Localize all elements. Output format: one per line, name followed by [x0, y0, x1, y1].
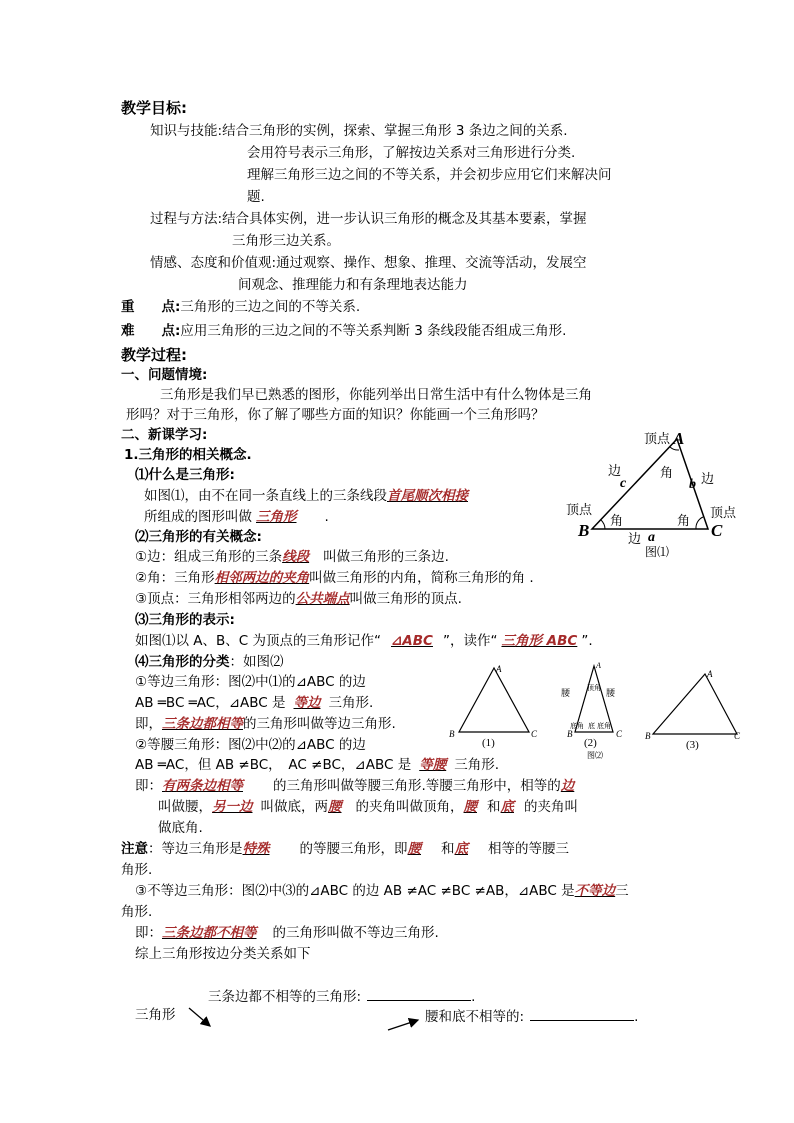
vertex-c-label: 顶点	[710, 505, 737, 520]
key-point: 重 点:三角形的三边之间的不等关系.	[121, 299, 361, 315]
sc-vertex-c: C	[734, 731, 741, 741]
objectives-heading: 教学目标:	[121, 99, 187, 117]
angle-b: 角	[610, 513, 624, 528]
eq-vertex-a: A	[496, 664, 502, 674]
difficult-point: 难 点:应用三角形的三边之间的不等关系判断 3 条线段能否组成三角形.	[121, 323, 567, 339]
caption-1: (1)	[482, 737, 495, 749]
caption-3: (3)	[686, 739, 699, 751]
note-line-1: 注意：等边三角形是特殊 的等腰三角形，即腰 和底 相等的等腰三	[121, 841, 569, 857]
knowledge-line-1: 知识与技能:结合三角形的实例，探索、掌握三角形 3 条边之间的关系.	[150, 123, 568, 139]
sc-vertex-b: B	[645, 731, 651, 741]
notation-line: 如图⑴以 A、B、C 为顶点的三角形记作“ ⊿ABC ”，读作“ 三角形 ABC ”.	[135, 633, 593, 649]
concepts-heading: 1.三角形的相关概念.	[124, 447, 252, 463]
isosceles-definition: 即：有两条边相等 的三角形叫做等腰三角形.等腰三角形中，相等的边	[135, 778, 575, 794]
equilateral-definition: 即，三条边都相等的三角形叫做等边三角形.	[135, 716, 396, 732]
vertex-c: C	[711, 521, 723, 540]
base-label: 底	[588, 722, 595, 730]
section-2-heading: 二、新课学习:	[121, 427, 208, 443]
base-angle-left: 底角	[570, 722, 584, 730]
side-b: b	[689, 477, 696, 492]
angle-a: 角	[660, 465, 674, 480]
sc-vertex-a: A	[707, 669, 713, 679]
iso-vertex-b: B	[567, 729, 573, 739]
side-a: a	[648, 530, 655, 545]
angle-c: 角	[677, 513, 691, 528]
concept-vertex: ③顶点：三角形相邻两边的公共端点叫做三角形的顶点.	[135, 591, 462, 607]
classification-heading: ⑷三角形的分类：如图⑵	[135, 654, 284, 670]
definition-line-2: 所组成的图形叫做 三角形 .	[144, 509, 329, 525]
iso-vertex-c: C	[616, 729, 623, 739]
vertex-label: 顶点	[644, 431, 671, 446]
concept-side: ①边：组成三角形的三条线段 叫做三角形的三条边.	[135, 549, 449, 565]
concept-angle: ②角：三角形相邻两边的夹角叫做三角形的内角，简称三角形的角 .	[135, 570, 534, 586]
arrow-down-right	[189, 1008, 210, 1026]
equilateral-line-2: AB ═BC ═AC，⊿ABC 是 等边 三角形.	[135, 695, 374, 711]
base-angle-right: 底角	[597, 722, 611, 730]
isosceles-terms: 叫做腰，另一边 叫做底，两腰 的夹角叫做顶角，腰 和底 的夹角叫	[158, 799, 578, 815]
isosceles-line-1: ②等腰三角形：图⑵中⑵的⊿ABC 的边	[135, 737, 366, 753]
leg-left: 腰	[561, 688, 571, 698]
tree-scalene: 三条边都不相等的三角形: .	[208, 986, 475, 1006]
figure-2-triangles	[445, 660, 745, 770]
figure-1-triangle	[560, 425, 750, 565]
iso-vertex-a: A	[596, 661, 601, 670]
what-is-triangle: ⑴什么是三角形:	[135, 467, 235, 483]
vertex-b: B	[578, 521, 590, 540]
side-a-word: 边	[628, 531, 642, 546]
figure-1-caption: 图⑴	[645, 545, 670, 559]
leg-right: 腰	[606, 688, 616, 698]
tree-arrows	[180, 1000, 440, 1040]
side-b-word: 边	[701, 471, 715, 486]
notation-heading: ⑶三角形的表示:	[135, 612, 235, 628]
process-line-1: 过程与方法:结合具体实例，进一步认识三角形的概念及其基本要素，掌握	[150, 211, 587, 227]
emotion-line-2: 间观念、推理能力和有条理地表达能力	[238, 277, 468, 293]
scalene-triangle	[653, 674, 737, 734]
section-1-heading: 一、问题情境:	[121, 367, 208, 383]
scalene-line-1: ③不等边三角形：图⑵中⑶的⊿ABC 的边 AB ≠AC ≠BC ≠AB，⊿ABC 是不等边三	[135, 883, 629, 899]
note-line-2: 角形.	[121, 862, 153, 878]
apex-angle-label: 顶角	[587, 684, 601, 692]
knowledge-line-4: 题.	[247, 189, 265, 205]
section-1-para-2: 形吗？对于三角形，你了解了哪些方面的知识？你能画一个三角形吗？	[126, 407, 545, 423]
definition-line-1: 如图⑴，由不在同一条直线上的三条线段首尾顺次相接	[144, 488, 468, 504]
tree-root: 三角形	[135, 1007, 176, 1023]
figure-2-caption: 图⑵	[587, 751, 603, 760]
side-c-word: 边	[608, 463, 622, 478]
knowledge-line-2: 会用符号表示三角形，了解按边关系对三角形进行分类.	[247, 145, 576, 161]
tree-isosceles-unequal: 腰和底不相等的: .	[425, 1006, 638, 1026]
equilateral-line-1: ①等边三角形：图⑵中⑴的⊿ABC 的边	[135, 674, 366, 690]
side-c: c	[620, 476, 627, 491]
eq-vertex-b: B	[449, 729, 455, 739]
process-line-2: 三角形三边关系。	[232, 233, 340, 249]
related-concepts: ⑵三角形的有关概念:	[135, 529, 262, 545]
vertex-a: A	[673, 429, 685, 448]
process-heading: 教学过程:	[121, 346, 187, 364]
isosceles-terms-end: 做底角.	[158, 820, 203, 836]
knowledge-line-3: 理解三角形三边之间的不等关系，并会初步应用它们来解决问	[247, 167, 612, 183]
emotion-line-1: 情感、态度和价值观:通过观察、操作、想象、推理、交流等活动，发展空	[150, 255, 587, 271]
scalene-definition: 即：三条边都不相等 的三角形叫做不等边三角形.	[135, 925, 439, 941]
section-1-para-1: 三角形是我们早已熟悉的图形，你能列举出日常生活中有什么物体是三角	[160, 387, 592, 403]
summary-line: 综上三角形按边分类关系如下	[135, 946, 311, 962]
vertex-b-label: 顶点	[566, 502, 593, 517]
eq-vertex-c: C	[531, 729, 538, 739]
arrow-up-right	[388, 1020, 418, 1030]
isosceles-line-2: AB ═AC，但 AB ≠BC， AC ≠BC，⊿ABC 是 等腰 三角形.	[135, 757, 499, 773]
caption-2: (2)	[584, 737, 597, 749]
equilateral-triangle	[459, 668, 529, 732]
scalene-line-2: 角形.	[121, 904, 153, 920]
